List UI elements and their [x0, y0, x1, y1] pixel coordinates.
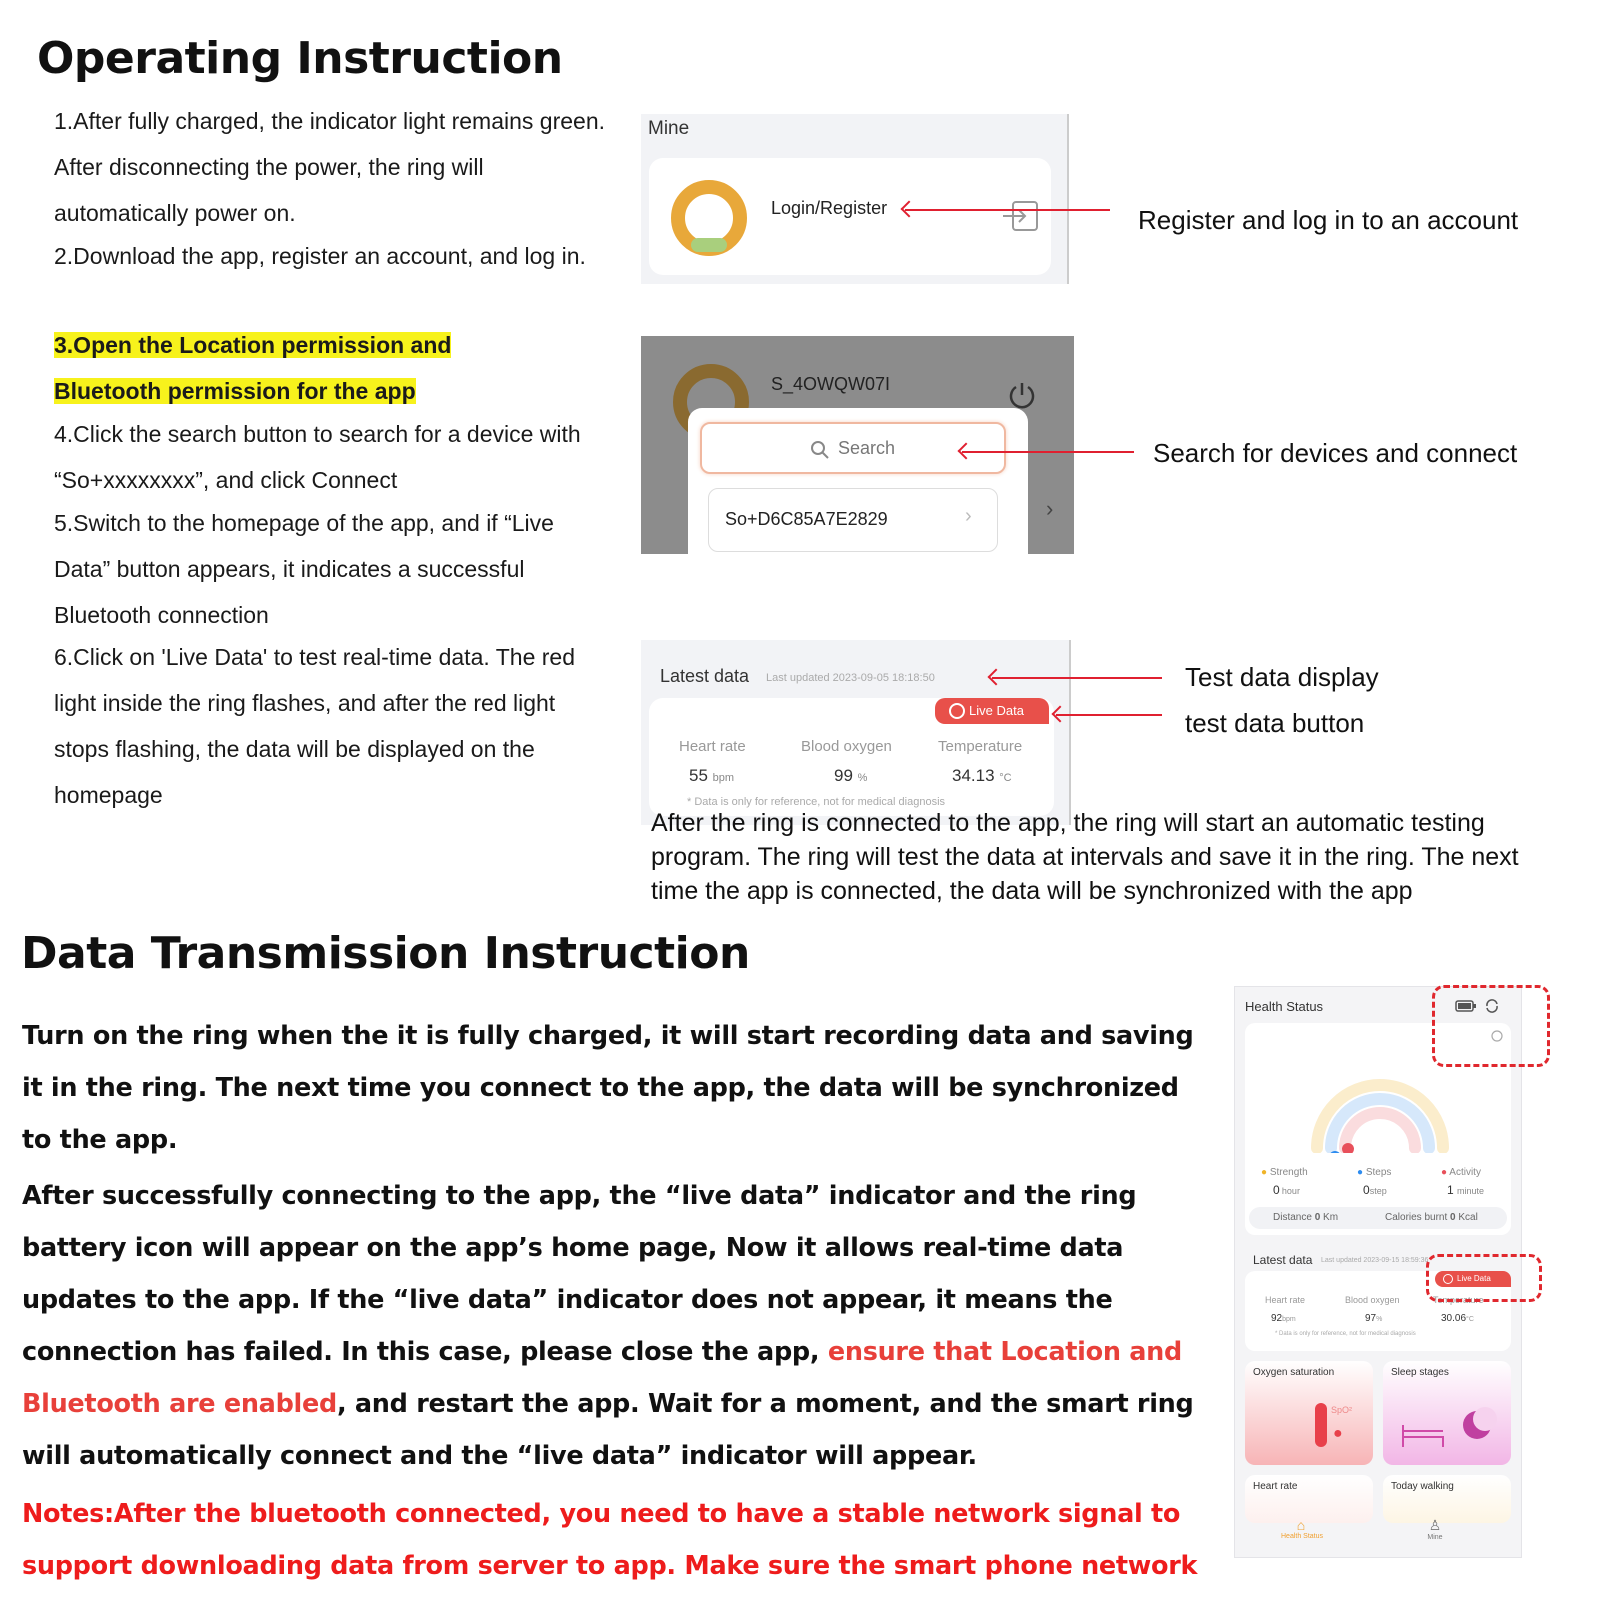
- para2-highlight: ensure that Location and Bluetooth are enabled: [22, 1337, 1182, 1419]
- activity-rings: [1305, 1053, 1455, 1153]
- power-icon[interactable]: [1007, 380, 1037, 410]
- mine-screen: [641, 114, 1069, 284]
- search-screen: [641, 336, 1074, 554]
- step-4: 4.Click the search button to search for a device with “So+xxxxxxxx”, and click Connect: [54, 421, 581, 493]
- phone-metric-value-heart: 92bpm: [1271, 1313, 1296, 1324]
- distance-calories-bar: [1249, 1207, 1507, 1229]
- login-icon[interactable]: [1003, 200, 1041, 232]
- search-sheet: [688, 408, 1028, 554]
- found-device-name: So+D6C85A7E2829: [725, 509, 888, 529]
- nav-health-label: Health Status: [1281, 1533, 1324, 1540]
- tile-heart-rate[interactable]: [1245, 1475, 1373, 1523]
- mine-header: Mine: [648, 118, 690, 139]
- live-data-highlight-box: [1426, 1254, 1542, 1302]
- step-2: 2.Download the app, register an account, and log in.: [54, 243, 586, 269]
- live-data-button[interactable]: [935, 698, 1049, 724]
- bed-moon-icon: [1399, 1407, 1499, 1457]
- legend-steps-value: 0step: [1363, 1183, 1387, 1197]
- device-list-item[interactable]: [708, 488, 998, 552]
- chevron-right-icon: ›: [965, 505, 972, 527]
- metric-label-heart: Heart rate: [679, 738, 746, 755]
- nav-mine-label: Mine: [1427, 1534, 1443, 1541]
- tile-walking-label: Today walking: [1391, 1481, 1454, 1492]
- arrow-test-display: [992, 677, 1162, 679]
- chevron-right-icon-bg: ›: [1046, 496, 1054, 521]
- para2-text-b: , and restart the app. Wait for a moment, and the smart ring will automatically connect and the “live data” indicator will appear.: [22, 1389, 1194, 1471]
- metric-value-oxygen: 99 %: [834, 766, 868, 785]
- phone-metric-label-temp: Temperature: [1433, 1295, 1484, 1305]
- login-card[interactable]: [649, 158, 1051, 275]
- phone-metric-value-temp: 30.06°C: [1441, 1313, 1474, 1324]
- avatar-bowtie: [691, 238, 727, 252]
- phone-metric-value-oxygen: 97%: [1365, 1313, 1383, 1324]
- tile-oxygen-label: Oxygen saturation: [1253, 1367, 1335, 1378]
- legend-strength-value: 0 hour: [1273, 1183, 1300, 1197]
- latest-data-screen: [641, 640, 1071, 825]
- legend-activity: ● Activity: [1441, 1167, 1481, 1178]
- phone-metric-label-oxygen: Blood oxygen: [1345, 1295, 1400, 1305]
- spo2-label: SpO²: [1331, 1405, 1353, 1415]
- step-1: 1.After fully charged, the indicator light remains green. After disconnecting the power, the ring will automatically power on.: [54, 108, 606, 226]
- battery-highlight-box: [1432, 985, 1550, 1067]
- arrow-test-button: [1056, 714, 1162, 716]
- step-5: 5.Switch to the homepage of the app, and if “Live Data” button appears, it indicates a successful Bluetooth connection: [54, 510, 554, 628]
- metric-value-temp: 34.13 °C: [952, 766, 1012, 785]
- user-icon: ♙: [1428, 1517, 1442, 1533]
- data-transmission-title: Data Transmission Instruction: [21, 928, 750, 979]
- arrow-register: [905, 209, 1110, 211]
- legend-activity-value: 1 minute: [1447, 1183, 1485, 1197]
- phone-metric-label-heart: Heart rate: [1265, 1295, 1306, 1305]
- drop-icon: ●: [1333, 1425, 1343, 1442]
- metric-value-heart: 55 bpm: [689, 766, 735, 785]
- home-icon: ⌂: [1296, 1517, 1306, 1533]
- arrow-search: [962, 451, 1134, 453]
- search-label: Search: [838, 438, 896, 458]
- tile-oxygen-saturation[interactable]: [1245, 1361, 1373, 1465]
- login-register-label[interactable]: Login/Register: [771, 198, 888, 218]
- operating-instruction-title: Operating Instruction: [37, 33, 563, 84]
- para2-text-a: After successfully connecting to the app, the “live data” indicator and the ring battery icon will appear on the app’s home page, Now it allows real-time data updates to the app. If the “live data” indicator does not appear, it means the connection has failed. In this case, please close the app,: [22, 1181, 1137, 1367]
- live-data-label: Live Data: [969, 703, 1024, 718]
- phone-disclaimer: * Data is only for reference, not for medical diagnosis: [1275, 1331, 1416, 1337]
- metric-label-oxygen: Blood oxygen: [801, 738, 892, 755]
- transmission-para-1: Turn on the ring when the it is fully charged, it will start recording data and saving it in the ring. The next time you connect to the app, the data will be synchronized to the app.: [22, 1021, 1194, 1155]
- annotation-register: Register and log in to an account: [1138, 205, 1519, 235]
- calories: Calories burnt 0 Kcal: [1385, 1212, 1478, 1223]
- tile-sleep-label: Sleep stages: [1391, 1367, 1449, 1378]
- step-3-highlight: 3.Open the Location permission and Bluetooth permission for the app: [54, 332, 452, 404]
- health-status-header: Health Status: [1245, 999, 1324, 1014]
- metric-label-temp: Temperature: [938, 738, 1023, 755]
- step-6: 6.Click on 'Live Data' to test real-time data. The red light inside the ring flashes, and after the red light stops flashing, the data will be displayed on the homepage: [54, 644, 575, 808]
- annotation-test-button: test data button: [1185, 708, 1365, 738]
- test-tube-icon: [1315, 1403, 1327, 1447]
- notes: Notes:After the bluetooth connected, you need to have a stable network signal to support downloading data from server to app. Make sure the smart phone network: [22, 1499, 1198, 1581]
- annotation-test-display: Test data display: [1185, 662, 1379, 692]
- latest-data-updated: Last updated 2023-09-05 18:18:50: [766, 672, 935, 684]
- phone-latest-title: Latest data: [1253, 1253, 1313, 1267]
- metrics-card: [649, 698, 1054, 816]
- annotation-search: Search for devices and connect: [1153, 438, 1518, 468]
- clock-icon: [949, 703, 965, 719]
- distance: Distance 0 Km: [1273, 1212, 1339, 1223]
- tile-today-walking[interactable]: [1383, 1475, 1511, 1523]
- disclaimer: * Data is only for reference, not for medical diagnosis: [687, 796, 946, 808]
- step-3: [54, 322, 524, 414]
- legend-strength: ● Strength: [1261, 1167, 1308, 1178]
- search-icon: [810, 440, 830, 460]
- phone-live-data-button[interactable]: Live Data: [1435, 1271, 1511, 1287]
- legend-steps: ● Steps: [1357, 1167, 1392, 1178]
- latest-data-title: Latest data: [660, 666, 750, 686]
- nav-mine[interactable]: [1415, 1517, 1455, 1541]
- auto-test-paragraph: After the ring is connected to the app, the ring will start an automatic testing program. The ring will test the data at intervals and save it in the ring. The next time the app is connected, the data will be synchronized with the app: [651, 809, 1519, 905]
- nav-health-status[interactable]: [1281, 1517, 1324, 1540]
- phone-latest-updated: Last updated 2023-09-15 18:59:36: [1321, 1257, 1429, 1264]
- tile-heart-label: Heart rate: [1253, 1481, 1298, 1492]
- tile-sleep-stages[interactable]: [1383, 1361, 1511, 1465]
- transmission-para-2: [22, 1170, 1202, 1482]
- device-name: S_4OWQW07I: [771, 374, 891, 394]
